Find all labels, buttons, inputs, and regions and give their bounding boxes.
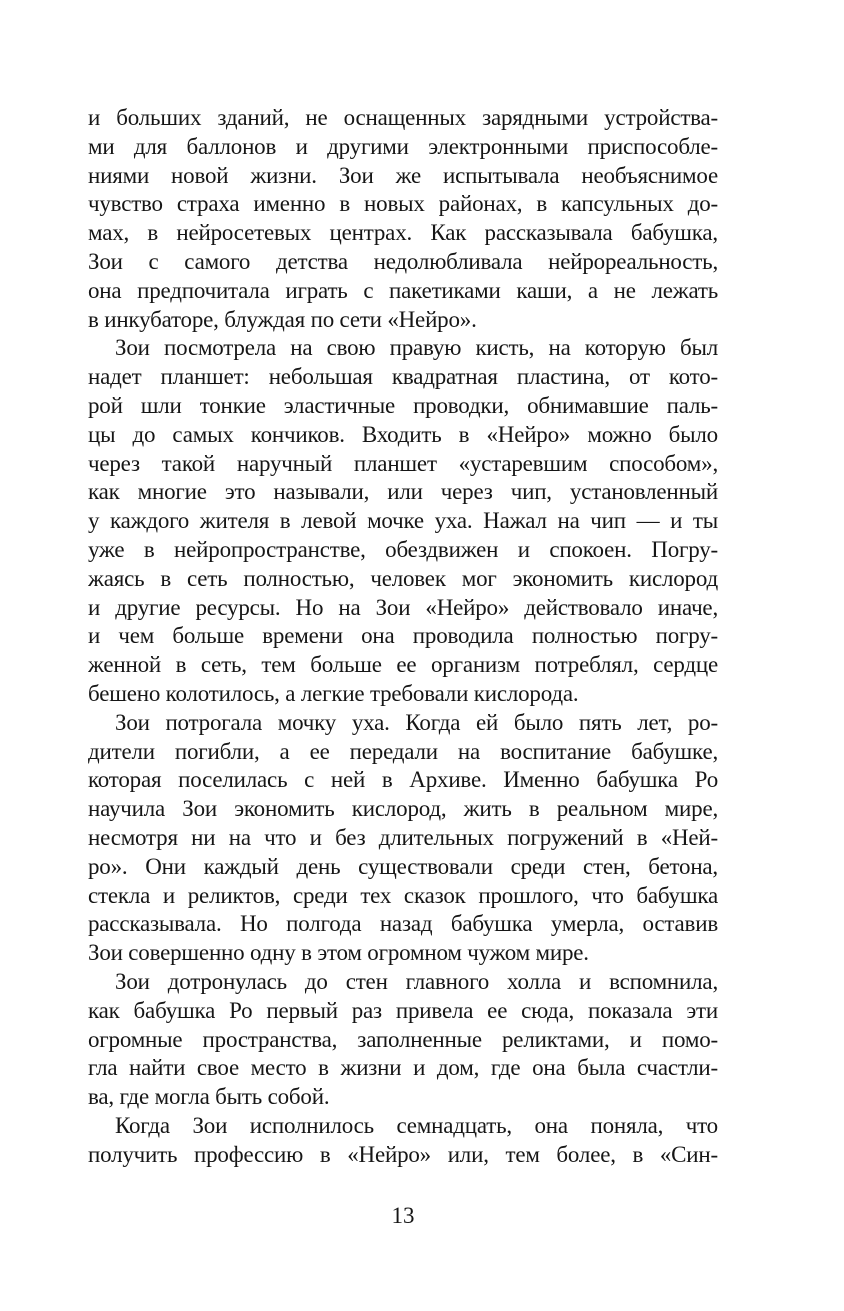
text-line: бешено колотилось, а легкие требовали кислорода. [88, 680, 579, 706]
text-line: мах, в нейросетевых центрах. Как рассказывала бабушка, [88, 220, 718, 246]
text-line: несмотря ни на что и без длительных погружений в «Ней- [88, 824, 718, 850]
paragraph [88, 1112, 718, 1170]
text-line: чувство страха именно в новых районах, в капсульных до- [88, 191, 718, 217]
text-line: и больших зданий, не оснащенных зарядными устройства- [88, 105, 718, 130]
page-number: 13 [391, 1203, 415, 1228]
text-line: женной в сеть, тем больше ее организм потреблял, сердце [88, 652, 718, 678]
text-line: ва, где могла быть собой. [88, 1084, 330, 1110]
text-line: Зои совершенно одну в этом огромном чужом мире. [88, 940, 589, 966]
text-line: получить профессию в «Нейро» или, тем более, в «Син- [88, 1141, 718, 1167]
text-line: которая поселилась с ней в Архиве. Именно бабушка Ро [88, 767, 718, 793]
text-line: как бабушка Ро первый раз привела ее сюда, показала эти [88, 997, 718, 1023]
paragraph [88, 968, 718, 1112]
text-line: рой шли тонкие эластичные проводки, обнимавшие паль- [88, 392, 718, 418]
paragraph [88, 104, 718, 334]
text-line: у каждого жителя в левой мочке уха. Нажал на чип — и ты [88, 508, 718, 534]
text-line: Зои посмотрела на свою правую кисть, на которую был [115, 335, 718, 361]
text-line: ро». Они каждый день существовали среди стен, бетона, [88, 853, 718, 879]
text-line: Зои с самого детства недолюбливала нейрореальность, [88, 248, 718, 274]
text-line: стекла и реликтов, среди тех сказок прошлого, что бабушка [88, 882, 718, 908]
paragraph [88, 709, 718, 968]
text-line: гла найти свое место в жизни и дом, где она была счастли- [88, 1055, 718, 1081]
text-line: цы до самых кончиков. Входить в «Нейро» можно было [88, 421, 718, 447]
text-line: и другие ресурсы. Но на Зои «Нейро» действовало иначе, [88, 594, 718, 620]
text-line: она предпочитала играть с пакетиками каши, а не лежать [88, 277, 718, 303]
text-line: через такой наручный планшет «устаревшим способом», [88, 450, 718, 476]
text-line: Когда Зои исполнилось семнадцать, она поняла, что [115, 1112, 718, 1138]
text-line: ниями новой жизни. Зои же испытывала необъяснимое [88, 162, 718, 188]
text-line: Зои дотронулась до стен главного холла и вспомнила, [115, 968, 718, 994]
text-line: как многие это называли, или через чип, установленный [88, 479, 718, 505]
text-line: жаясь в сеть полностью, человек мог экономить кислород [88, 565, 718, 591]
text-line: в инкубаторе, блуждая по сети «Нейро». [88, 306, 477, 332]
text-line: Зои потрогала мочку уха. Когда ей было пять лет, ро- [115, 709, 718, 735]
text-line: дители погибли, а ее передали на воспитание бабушке, [88, 738, 718, 764]
page-text [88, 104, 718, 1169]
text-line: научила Зои экономить кислород, жить в реальном мире, [88, 796, 718, 822]
text-line: и чем больше времени она проводила полностью погру- [88, 623, 718, 649]
text-line: рассказывала. Но полгода назад бабушка умерла, оставив [88, 911, 718, 937]
paragraph [88, 334, 718, 708]
text-line: уже в нейропространстве, обездвижен и спокоен. Погру- [88, 536, 718, 562]
text-line: надет планшет: небольшая квадратная пластина, от кото- [88, 364, 718, 390]
text-line: огромные пространства, заполненные реликтами, и помо- [88, 1026, 718, 1052]
text-line: ми для баллонов и другими электронными приспособле- [88, 133, 718, 159]
